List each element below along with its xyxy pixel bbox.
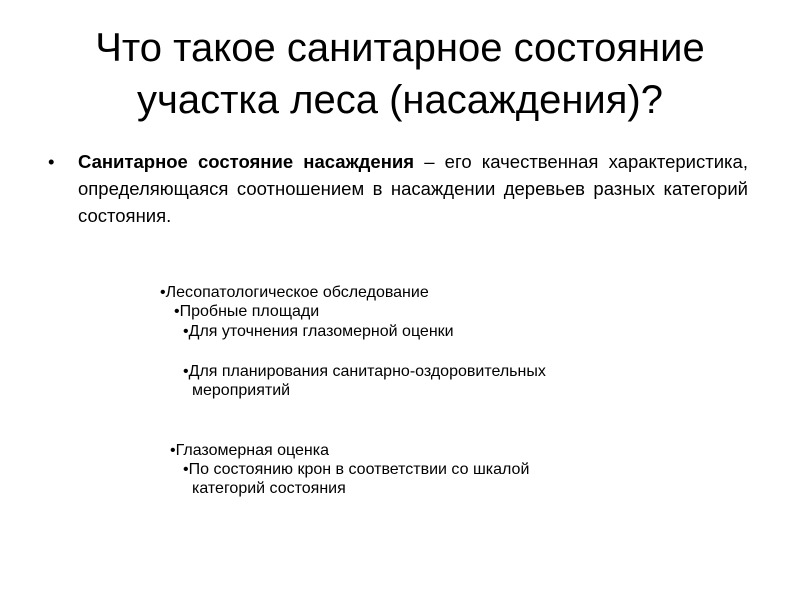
bullet-icon: • — [48, 151, 55, 172]
note-visual-assessment-text: Глазомерная оценка — [175, 442, 329, 459]
note-crown-state-line-2: категорий состояния — [192, 480, 346, 497]
bullet-icon: • — [170, 442, 176, 459]
slide-title-line-1: Что такое санитарное состояние — [95, 26, 705, 70]
note-refine-visual — [183, 322, 454, 341]
bullet-icon: • — [183, 461, 189, 478]
note-crown-state — [183, 460, 529, 498]
bullet-icon: • — [183, 363, 189, 380]
note-planning-line-2: мероприятий — [192, 382, 291, 399]
note-planning — [183, 362, 546, 400]
note-crown-state-line-1: По состоянию крон в соответствии со шкалой — [188, 461, 530, 478]
note-sample-plots-text: Пробные площади — [179, 303, 320, 320]
note-visual-assessment — [170, 441, 329, 460]
definition-term: Санитарное состояние насаждения — [78, 151, 415, 172]
bullet-icon: • — [174, 303, 180, 320]
bullet-icon: • — [160, 284, 166, 301]
note-sample-plots — [174, 302, 319, 321]
definition-body: – его качественная характеристика, определяющаяся соотношением в насаждении деревьев разных категорий состояния. — [78, 151, 748, 226]
note-refine-visual-text: Для уточнения глазомерной оценки — [188, 323, 454, 340]
bullet-icon: • — [183, 323, 189, 340]
note-forest-survey — [160, 283, 429, 302]
note-planning-line-1: Для планирования санитарно-оздоровительных — [188, 363, 546, 380]
slide-title-line-2: участка леса (насаждения)? — [137, 78, 663, 122]
note-forest-survey-text: Лесопатологическое обследование — [165, 284, 429, 301]
